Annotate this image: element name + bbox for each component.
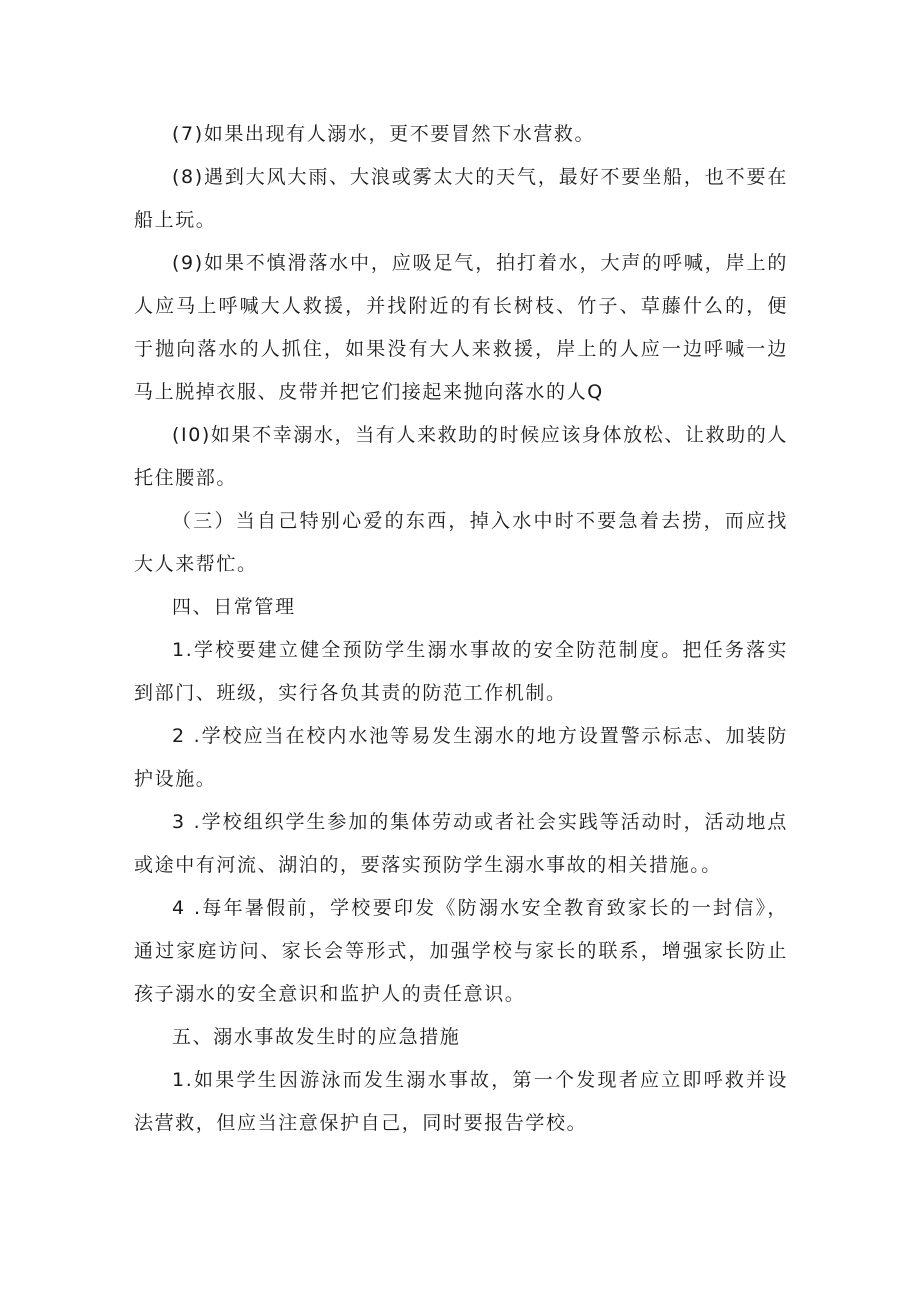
- document-body: [134, 113, 788, 1145]
- paragraph-management-2: 2 .学校应当在校内水池等易发生溺水的地方设置警示标志、加装防护设施。: [134, 725, 788, 790]
- paragraph-management-3: 3 .学校组织学生参加的集体劳动或者社会实践等活动时，活动地点或途中有河流、湖泊的，要落实预防学生溺水事故的相关措施。。: [134, 811, 788, 876]
- paragraph-item-7: (7)如果出现有人溺水，更不要冒然下水营救。: [172, 123, 596, 145]
- section-heading-daily-management: 四、日常管理: [172, 596, 296, 618]
- paragraph-item-9: (9)如果不慎滑落水中，应吸足气，拍打着水，大声的呼喊，岸上的人应马上呼喊大人救援，并找附近的有长树枝、竹子、草藤什么的，便于抛向落水的人抓住，如果没有大人来救援，岸上的人应一边呼喊一边马上脱掉衣服、皮带并把它们接起来抛向落水的人Q: [134, 252, 788, 403]
- paragraph-item-8: (8)遇到大风大雨、大浪或雾太大的天气，最好不要坐船，也不要在船上玩。: [134, 166, 788, 231]
- paragraph-management-4: 4 .每年暑假前，学校要印发《防溺水安全教育致家长的一封信》，通过家庭访问、家长会等形式，加强学校与家长的联系，增强家长防止孩子溺水的安全意识和监护人的责任意识。: [134, 897, 788, 1005]
- paragraph-item-10: (I0)如果不幸溺水，当有人来救助的时候应该身体放松、让救助的人托住腰部。: [134, 424, 788, 489]
- paragraph-section-3: （三）当自己特别心爱的东西，掉入水中时不要急着去捞，而应找大人来帮忙。: [134, 510, 788, 575]
- paragraph-management-1: 1.学校要建立健全预防学生溺水事故的安全防范制度。把任务落实到部门、班级，实行各负其责的防范工作机制。: [134, 639, 788, 704]
- section-heading-emergency-measures: 五、溺水事故发生时的应急措施: [172, 1026, 461, 1048]
- paragraph-emergency-1: 1.如果学生因游泳而发生溺水事故，第一个发现者应立即呼救并设法营救，但应当注意保护自己，同时要报告学校。: [134, 1069, 788, 1134]
